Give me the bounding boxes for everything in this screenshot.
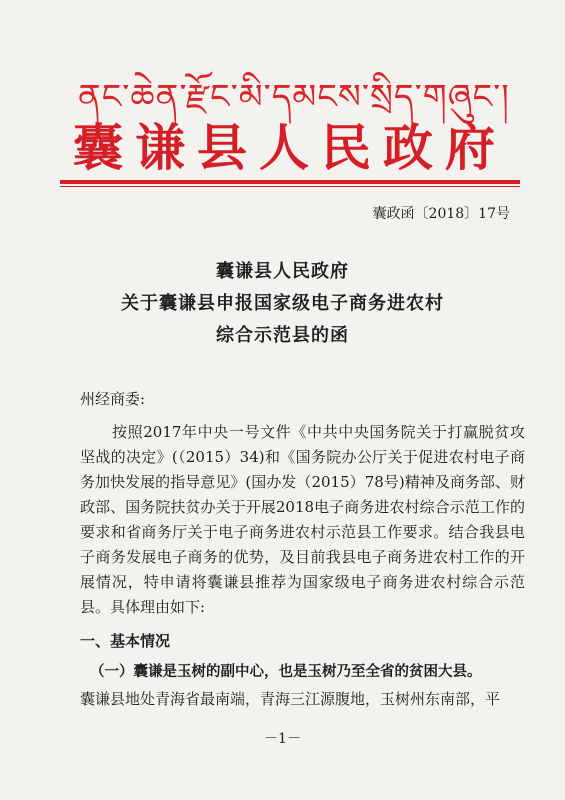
government-header-title: 囊谦县人民政府: [73, 118, 507, 177]
document-number: 囊政函〔2018〕17号: [372, 206, 510, 222]
subsection-heading: （一）囊谦是玉树的副中心，也是玉树乃至全省的贫困大县。: [90, 663, 482, 680]
section-heading: 一、基本情况: [80, 632, 171, 650]
body-text-line: 囊谦县地处青海省最南端，青海三江源腹地，玉树州东南部，平: [80, 690, 501, 708]
document-title-line-2: 关于囊谦县申报国家级电子商务进农村: [121, 293, 444, 314]
page-number: －1－: [264, 731, 301, 747]
document-title-line-3: 综合示范县的函: [216, 325, 349, 346]
tibetan-header-title: ནང་ཆེན་རྫོང་མི་དམངས་སྲིད་གཞུང་།: [78, 77, 510, 117]
recipient-line: 州经商委:: [80, 390, 146, 408]
header-red-rule-thick: [60, 180, 520, 184]
body-paragraph: 按照2017年中央一号文件《中共中央国务院关于打赢脱贫攻坚战的决定》(（2015）34)和《国务院办公厅关于促进农村电子商务加快发展的指导意见》(国办发（2015）78号)精神及商务部、财政部、国务院扶贫办关于开展2018电子商务进农村综合示范工作的要求和省商务厅关于电子商务进农村示范县工作要求。结合我县电子商务发展电子商务的优势，及目前我县电子商务进农村工作的开展情况，特申请将囊谦县推荐为国家级电子商务进农村综合示范县。具体理由如下:: [80, 423, 525, 616]
header-red-rule-thin: [60, 186, 520, 187]
document-title-line-1: 囊谦县人民政府: [216, 261, 349, 282]
